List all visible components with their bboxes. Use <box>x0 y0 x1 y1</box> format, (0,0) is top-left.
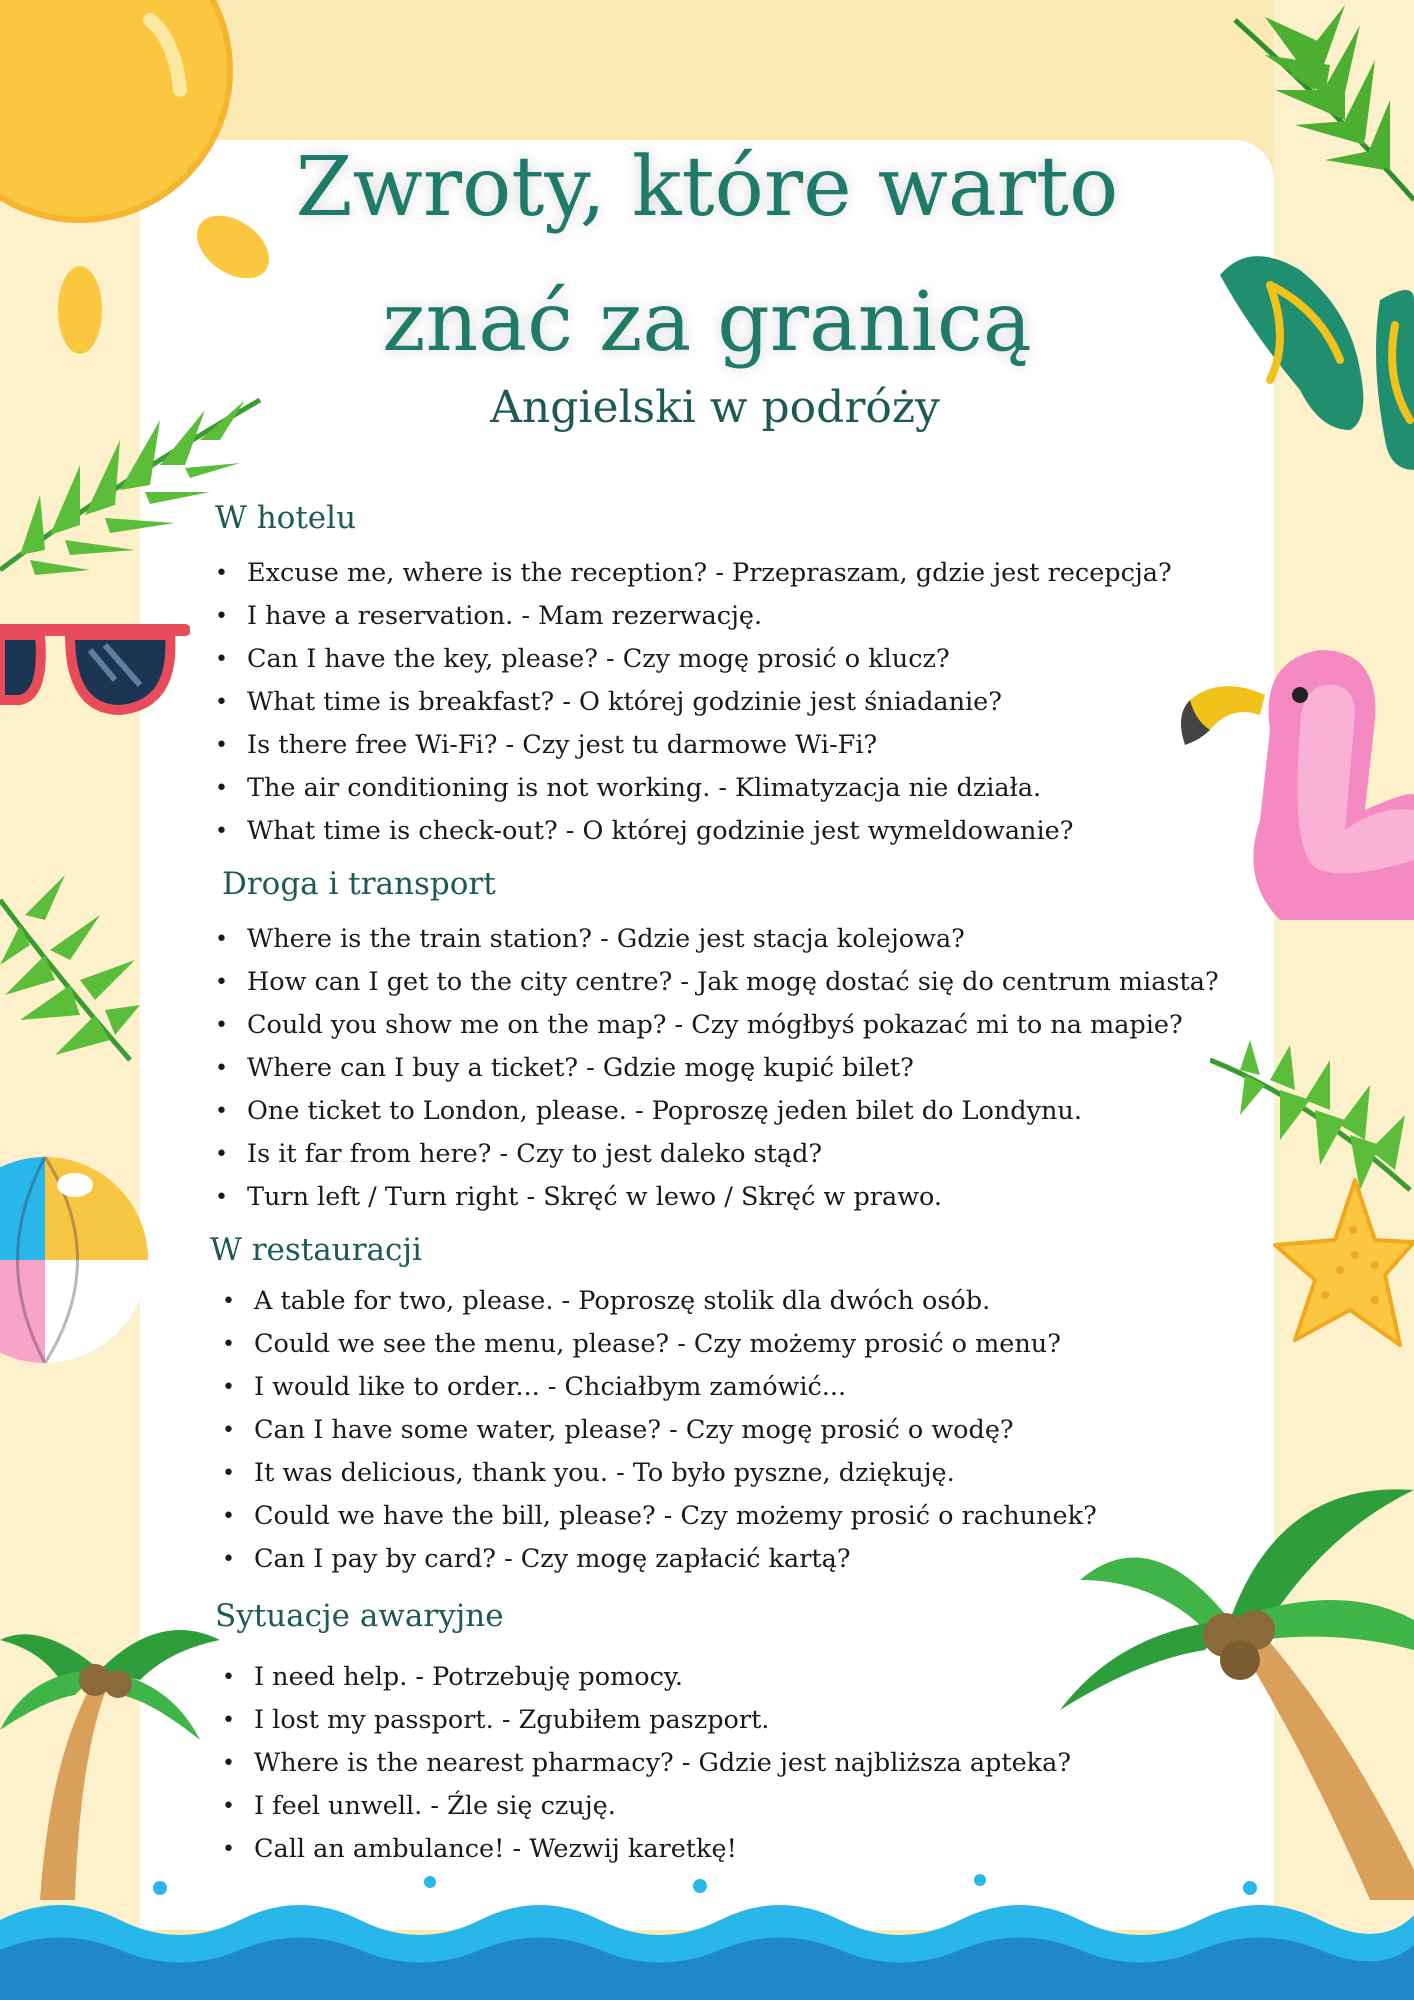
list-item: • Where is the nearest pharmacy? - Gdzie jest najbliższa apteka? <box>222 1742 1332 1785</box>
list-item: • I have a reservation. - Mam rezerwację. <box>215 595 1325 638</box>
palm-tree-icon <box>0 1570 230 1900</box>
phrase-list-transport <box>215 918 1325 1219</box>
list-item: • Is there free Wi-Fi? - Czy jest tu darmowe Wi-Fi? <box>215 724 1325 767</box>
list-item: • Where is the train station? - Gdzie jest stacja kolejowa? <box>215 918 1325 961</box>
section-heading-transport: Droga i transport <box>222 866 496 902</box>
list-item: • I need help. - Potrzebuję pomocy. <box>222 1656 1332 1699</box>
section-heading-emergency: Sytuacje awaryjne <box>215 1598 504 1634</box>
page-subtitle: Angielski w podróży <box>490 382 940 433</box>
list-item: • Can I have some water, please? - Czy mogę prosić o wodę? <box>222 1409 1332 1452</box>
list-item: • Can I pay by card? - Czy mogę zapłacić kartą? <box>222 1538 1332 1581</box>
list-item: • Can I have the key, please? - Czy mogę prosić o klucz? <box>215 638 1325 681</box>
palm-leaf-icon <box>0 870 140 1070</box>
list-item: • Call an ambulance! - Wezwij karetkę! <box>222 1828 1332 1871</box>
list-item: • I feel unwell. - Źle się czuję. <box>222 1785 1332 1828</box>
list-item: • Could we see the menu, please? - Czy możemy prosić o menu? <box>222 1323 1332 1366</box>
list-item: • Could we have the bill, please? - Czy możemy prosić o rachunek? <box>222 1495 1332 1538</box>
waves-icon <box>0 1870 1414 2000</box>
phrase-list-hotel <box>215 552 1325 853</box>
list-item: • One ticket to London, please. - Poproszę jeden bilet do Londynu. <box>215 1090 1325 1133</box>
list-item: • A table for two, please. - Poproszę stolik dla dwóch osób. <box>222 1280 1332 1323</box>
list-item: • Turn left / Turn right - Skręć w lewo / Skręć w prawo. <box>215 1176 1325 1219</box>
phrase-list-restaurant <box>222 1280 1332 1581</box>
list-item: • I would like to order... - Chciałbym zamówić... <box>222 1366 1332 1409</box>
list-item: • Could you show me on the map? - Czy mógłbyś pokazać mi to na mapie? <box>215 1004 1325 1047</box>
list-item: • Is it far from here? - Czy to jest daleko stąd? <box>215 1133 1325 1176</box>
list-item: • The air conditioning is not working. - Klimatyzacja nie działa. <box>215 767 1325 810</box>
phrase-list-emergency <box>222 1656 1332 1871</box>
page-title-line2: znać za granicą <box>382 275 1032 370</box>
list-item: • It was delicious, thank you. - To było pyszne, dziękuję. <box>222 1452 1332 1495</box>
list-item: • How can I get to the city centre? - Jak mogę dostać się do centrum miasta? <box>215 961 1325 1004</box>
list-item: • I lost my passport. - Zgubiłem paszport. <box>222 1699 1332 1742</box>
sunglasses-icon <box>0 610 190 730</box>
list-item: • What time is breakfast? - O której godzinie jest śniadanie? <box>215 681 1325 724</box>
list-item: • What time is check-out? - O której godzinie jest wymeldowanie? <box>215 810 1325 853</box>
beach-ball-icon <box>0 1140 150 1380</box>
page-title-line1: Zwroty, które warto <box>295 140 1119 235</box>
list-item: • Where can I buy a ticket? - Gdzie mogę kupić bilet? <box>215 1047 1325 1090</box>
section-heading-restaurant: W restauracji <box>210 1232 422 1268</box>
section-heading-hotel: W hotelu <box>215 500 357 536</box>
list-item: • Excuse me, where is the reception? - Przepraszam, gdzie jest recepcja? <box>215 552 1325 595</box>
